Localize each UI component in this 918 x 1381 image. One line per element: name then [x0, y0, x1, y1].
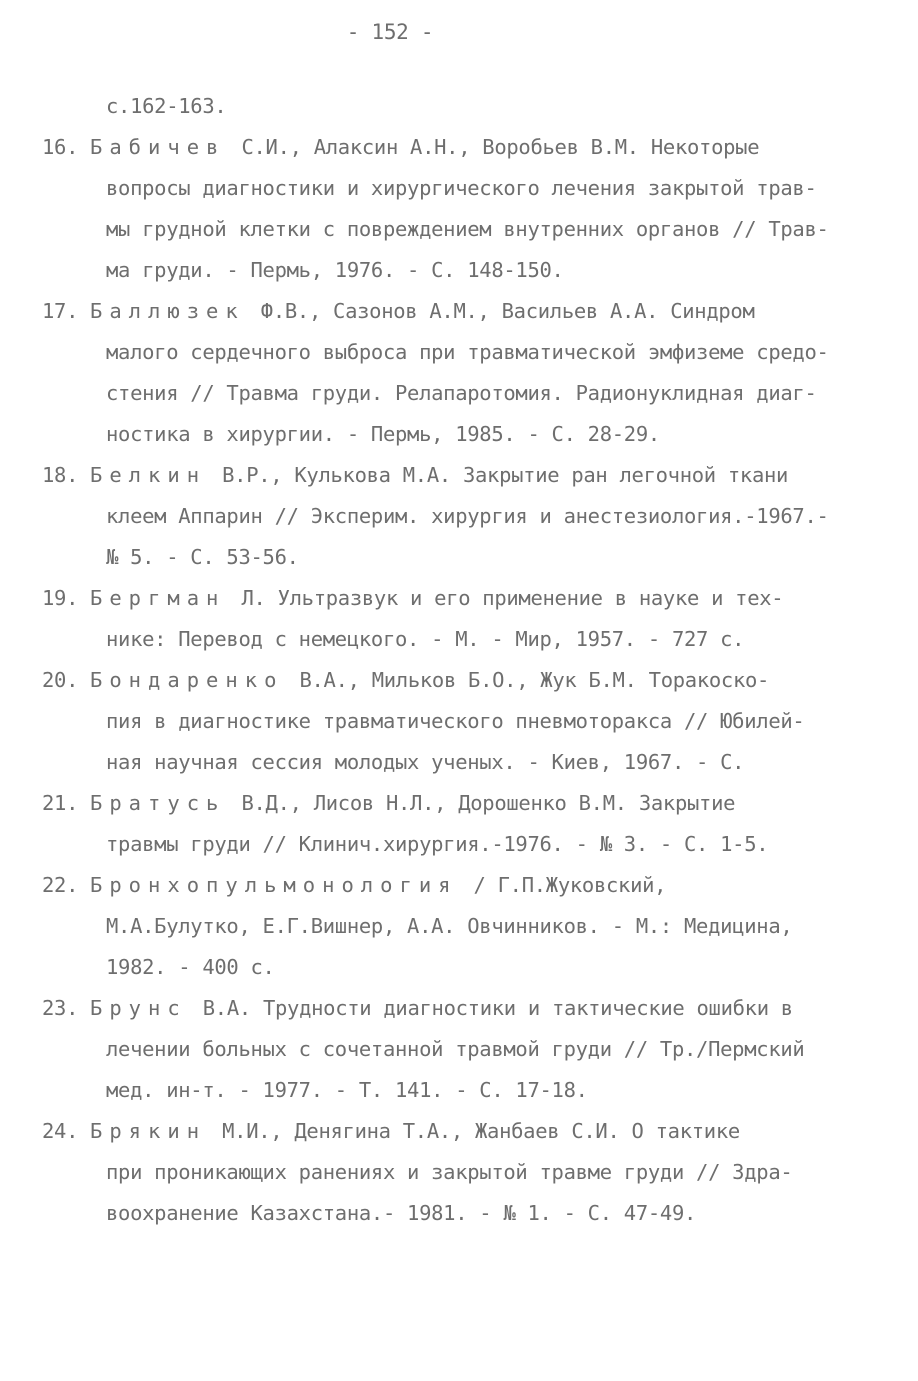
entry-line: [42, 1029, 872, 1070]
entry-text: клеем Аппарин // Эксперим. хирургия и анестезиология.-1967.-: [106, 504, 829, 528]
entry-text: стения // Травма груди. Релапаротомия. Радионуклидная диаг-: [106, 381, 817, 405]
entry-line: [42, 783, 872, 824]
entry-line: [42, 537, 872, 578]
entry-line: [42, 619, 872, 660]
entry-text: Л. Ультразвук и его применение в науке и тех-: [229, 586, 784, 610]
entry-line: [42, 701, 872, 742]
entry-number: 17.: [42, 299, 79, 323]
entry-text: при проникающих ранениях и закрытой травме груди // Здра-: [106, 1160, 793, 1184]
entry-line: [42, 1193, 872, 1234]
entry-text: пия в диагностике травматического пневмоторакса // Юбилей-: [106, 709, 805, 733]
entry-author: Брунс: [90, 996, 187, 1020]
entry-text: В.Р., Кулькова М.А. Закрытие ран легочной ткани: [210, 463, 789, 487]
entry-number: 21.: [42, 791, 79, 815]
page-number: - 152 -: [346, 20, 434, 44]
entry-text: В.А. Трудности диагностики и тактические ошибки в: [190, 996, 793, 1020]
entry-line: [42, 1111, 872, 1152]
entry-line: [42, 660, 872, 701]
entry-number: 18.: [42, 463, 79, 487]
bibliography-entry: [42, 127, 872, 291]
entry-text: мы грудной клетки с повреждением внутренних органов // Трав-: [106, 217, 829, 241]
bibliography-entry: [42, 783, 872, 865]
entry-text: № 5. - С. 53-56.: [106, 545, 299, 569]
entry-text: вопросы диагностики и хирургического лечения закрытой трав-: [106, 176, 817, 200]
entry-author: Белкин: [90, 463, 207, 487]
entry-number: 20.: [42, 668, 79, 692]
entry-line: [42, 373, 872, 414]
entry-text: лечении больных с сочетанной травмой груди // Тр./Пермский: [106, 1037, 805, 1061]
entry-line: [42, 209, 872, 250]
entry-line: [42, 291, 872, 332]
entry-line: [42, 414, 872, 455]
bibliography-entry: [42, 988, 872, 1111]
entry-text: воохранение Казахстана.- 1981. - № 1. - С. 47-49.: [106, 1201, 697, 1225]
entry-text: Ф.В., Сазонов А.М., Васильев А.А. Синдром: [248, 299, 755, 323]
entry-line: [42, 824, 872, 865]
bibliography-entry: [42, 660, 872, 783]
entry-line: [42, 127, 872, 168]
entry-number: 23.: [42, 996, 79, 1020]
entry-author: Брякин: [90, 1119, 207, 1143]
entry-text: М.А.Булутко, Е.Г.Вишнер, А.А. Овчинников. - М.: Медицина,: [106, 914, 793, 938]
bibliography-entry: [42, 455, 872, 578]
entry-line: [42, 578, 872, 619]
entry-line: [42, 865, 872, 906]
bibliography-entry: [42, 578, 872, 660]
entry-text: / Г.П.Жуковский,: [461, 873, 667, 897]
entry-text: В.А., Мильков Б.О., Жук Б.М. Торакоско-: [287, 668, 770, 692]
entry-line: [42, 1152, 872, 1193]
entry-line: [42, 496, 872, 537]
entry-text: М.И., Денягина Т.А., Жанбаев С.И. О тактике: [210, 1119, 740, 1143]
bibliography-entry: [42, 865, 872, 988]
entry-text: ная научная сессия молодых ученых. - Киев, 1967. - С.: [106, 750, 745, 774]
entry-text: ностика в хирургии. - Пермь, 1985. - С. 28-29.: [106, 422, 660, 446]
entry-text: В.Д., Лисов Н.Л., Дорошенко В.М. Закрытие: [229, 791, 736, 815]
entry-line: [42, 906, 872, 947]
entry-line: [42, 455, 872, 496]
entry-text: малого сердечного выброса при травматической эмфиземе средо-: [106, 340, 829, 364]
bibliography-entry: [42, 1111, 872, 1234]
entry-text: нике: Перевод с немецкого. - М. - Мир, 1957. - 727 с.: [106, 627, 745, 651]
entry-text: мед. ин-т. - 1977. - Т. 141. - С. 17-18.: [106, 1078, 588, 1102]
entry-author: Братусь: [90, 791, 226, 815]
entry-author: Бабичев: [90, 135, 226, 159]
entry-line: [42, 250, 872, 291]
entry-number: 24.: [42, 1119, 79, 1143]
entry-line: [42, 332, 872, 373]
entry-line: [42, 742, 872, 783]
entry-line: [42, 988, 872, 1029]
entry-number: 22.: [42, 873, 79, 897]
entry-author: Бергман: [90, 586, 226, 610]
bibliography-entry: [42, 291, 872, 455]
entry-line: [42, 1070, 872, 1111]
entry-text: С.И., Алаксин А.Н., Воробьев В.М. Некоторые: [229, 135, 760, 159]
entry-line: [42, 168, 872, 209]
continuation-line: с.162-163.: [106, 94, 227, 118]
entry-number: 19.: [42, 586, 79, 610]
entry-text: травмы груди // Клинич.хирургия.-1976. - № 3. - С. 1-5.: [106, 832, 769, 856]
entry-author: Бондаренко: [90, 668, 284, 692]
entry-text: ма груди. - Пермь, 1976. - С. 148-150.: [106, 258, 564, 282]
entry-author: Баллюзек: [90, 299, 245, 323]
entry-number: 16.: [42, 135, 79, 159]
entry-author: Бронхопульмонология: [90, 873, 458, 897]
entry-container: [42, 127, 872, 1234]
entry-text: 1982. - 400 с.: [106, 955, 275, 979]
entry-line: [42, 947, 872, 988]
bibliography-list: [42, 86, 872, 1234]
